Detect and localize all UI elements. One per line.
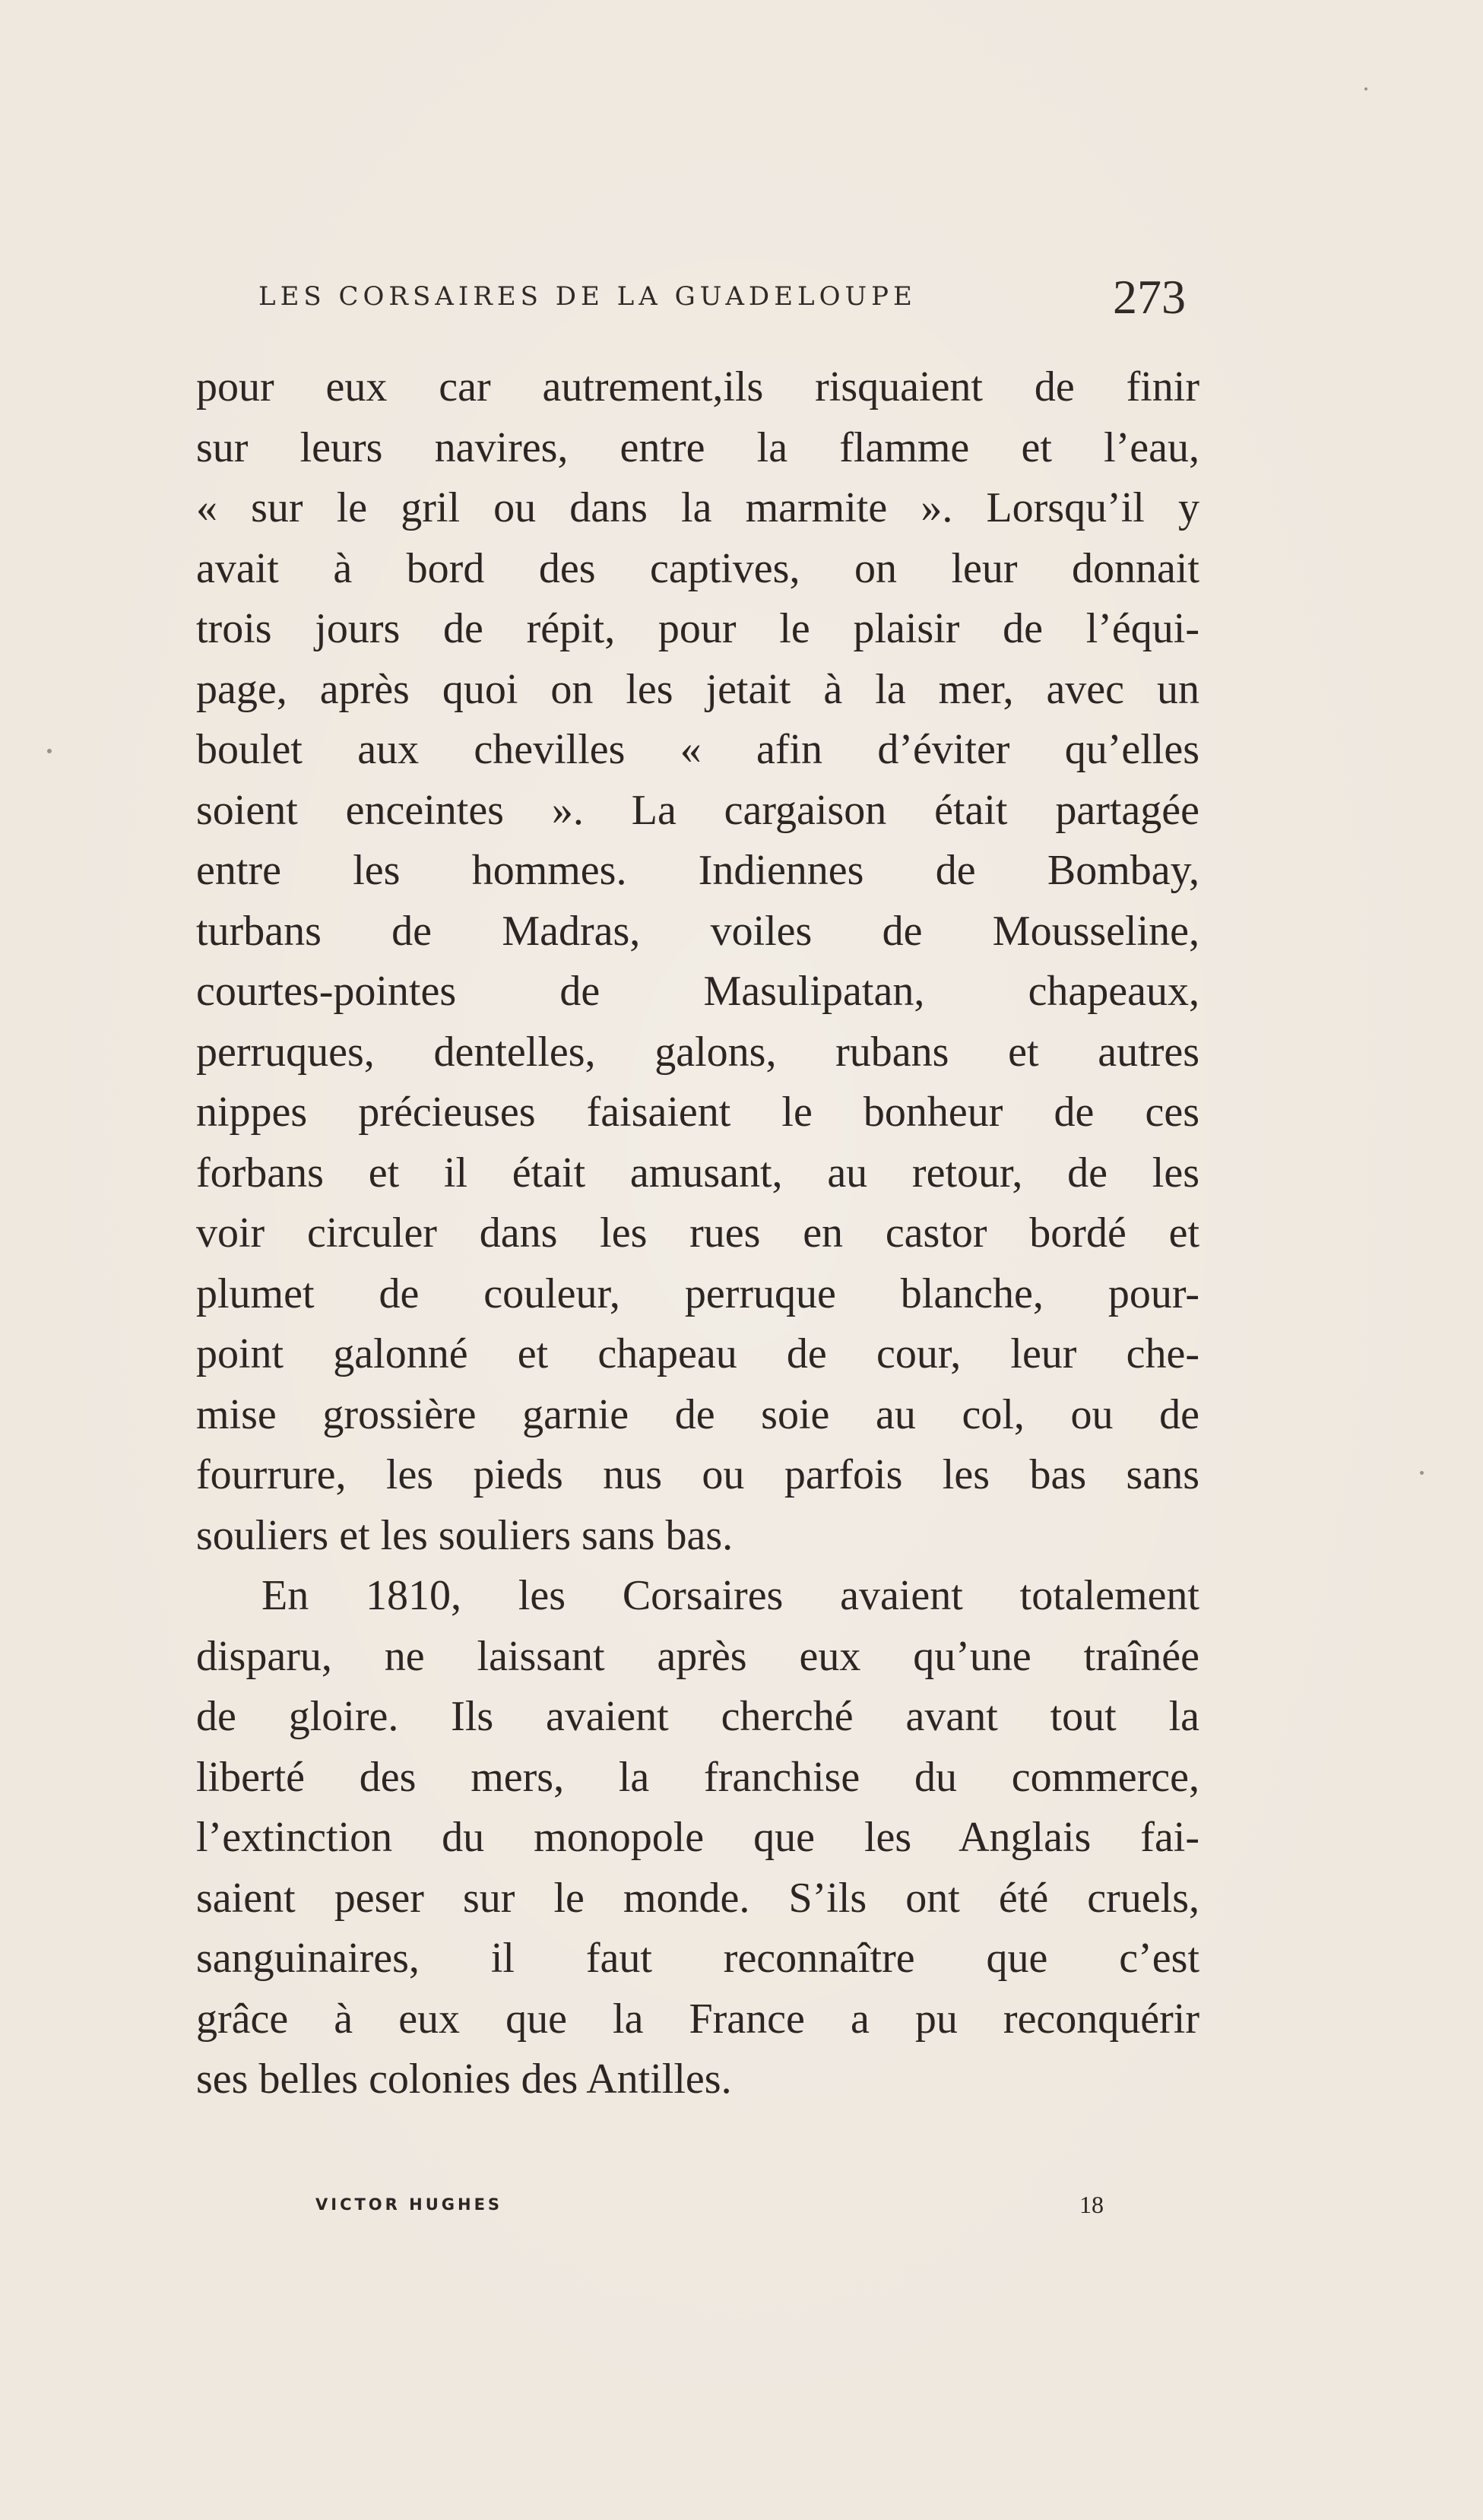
text-line: point galonné et chapeau de cour, leur che- — [196, 1330, 1199, 1377]
running-head — [258, 270, 1186, 324]
text-line: boulet aux chevilles « afin d’éviter qu’elles — [196, 726, 1199, 773]
signature-mark — [315, 2191, 1212, 2226]
paragraph-start-line: En 1810, les Corsaires avaient totalement — [261, 1572, 1199, 1619]
text-line: voir circuler dans les rues en castor bordé et — [196, 1209, 1199, 1257]
text-line: sanguinaires, il faut reconnaître que c’est — [196, 1935, 1199, 1982]
text-line: fourrure, les pieds nus ou parfois les bas sans — [196, 1451, 1199, 1498]
running-title: LES CORSAIRES DE LA GUADELOUPE — [258, 281, 917, 312]
text-line: grâce à eux que la France a pu reconquérir — [196, 1995, 1199, 2043]
text-line: mise grossière garnie de soie au col, ou de — [196, 1390, 1199, 1438]
text-line: courtes-pointes de Masulipatan, chapeaux, — [196, 968, 1199, 1015]
text-line: sur leurs navires, entre la flamme et l’eau, — [196, 423, 1199, 471]
text-line: nippes précieuses faisaient le bonheur de ces — [196, 1089, 1199, 1136]
text-line: entre les hommes. Indiennes de Bombay, — [196, 847, 1199, 894]
text-line: saient peser sur le monde. S’ils ont été cruels, — [196, 1874, 1199, 1922]
text-line: avait à bord des captives, on leur donnait — [196, 544, 1199, 592]
text-line: forbans et il était amusant, au retour, de les — [196, 1149, 1199, 1197]
text-line: l’extinction du monopole que les Anglais fai- — [196, 1814, 1199, 1861]
text-line: page, après quoi on les jetait à la mer, avec un — [196, 665, 1199, 713]
text-line: liberté des mers, la franchise du commerce, — [196, 1753, 1199, 1801]
body-text — [196, 357, 1199, 2110]
paragraph-end-line: ses belles colonies des Antilles. — [196, 2056, 732, 2103]
text-line: turbans de Madras, voiles de Mousseline, — [196, 907, 1199, 955]
text-line: plumet de couleur, perruque blanche, pour- — [196, 1270, 1199, 1317]
signature-name: VICTOR HUGHES — [315, 2195, 503, 2214]
text-line: trois jours de répit, pour le plaisir de l’équi- — [196, 605, 1199, 652]
page-number: 273 — [1113, 270, 1186, 324]
text-line: « sur le gril ou dans la marmite ». Lorsqu’il y — [196, 484, 1199, 531]
paper-speck — [1364, 87, 1367, 90]
paragraph-end-line: souliers et les souliers sans bas. — [196, 1511, 734, 1559]
text-line: perruques, dentelles, galons, rubans et autres — [196, 1028, 1199, 1076]
text-line: disparu, ne laissant après eux qu’une traînée — [196, 1632, 1199, 1680]
signature-number: 18 — [1079, 2191, 1104, 2218]
paper-speck — [1420, 1471, 1424, 1475]
text-line: pour eux car autrement,ils risquaient de finir — [196, 363, 1199, 410]
text-line: soient enceintes ». La cargaison était partagée — [196, 786, 1199, 834]
paper-speck — [47, 749, 52, 753]
text-line: de gloire. Ils avaient cherché avant tout la — [196, 1693, 1199, 1740]
